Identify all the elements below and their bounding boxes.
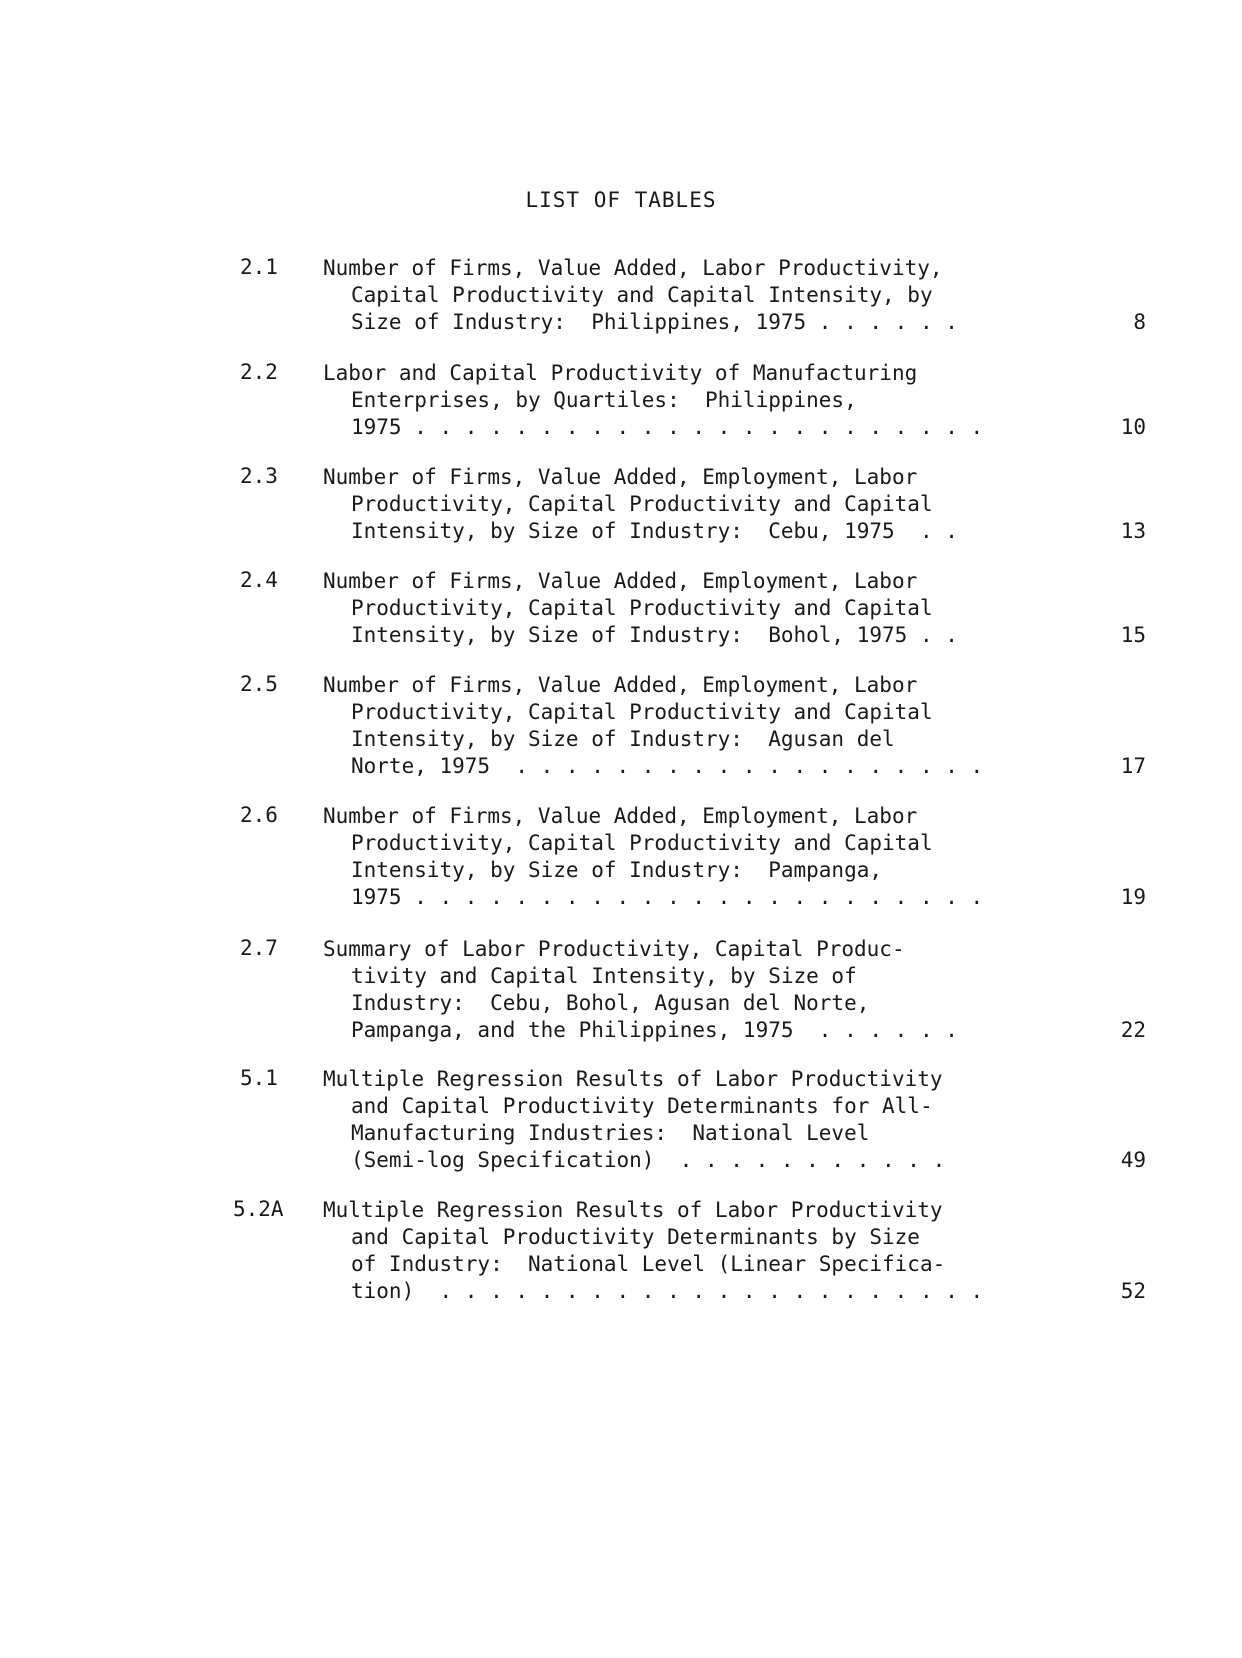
caption-line: Intensity, by Size of Industry: Agusan del	[351, 727, 895, 751]
caption-line: of Industry: National Level (Linear Specifica-	[351, 1252, 946, 1276]
caption-line: Pampanga, and the Philippines, 1975 . . . . . .	[351, 1018, 958, 1042]
caption-line: tion) . . . . . . . . . . . . . . . . . . . . . .	[351, 1279, 984, 1303]
caption-line: (Semi-log Specification) . . . . . . . . . . .	[351, 1148, 946, 1172]
caption-line: Multiple Regression Results of Labor Productivity	[323, 1198, 943, 1222]
caption-line: Number of Firms, Value Added, Employment, Labor	[323, 673, 918, 697]
table-number: 2.1	[240, 255, 278, 279]
table-caption	[323, 936, 1043, 1044]
table-caption	[323, 1197, 1043, 1305]
caption-line: Norte, 1975 . . . . . . . . . . . . . . . . . . .	[351, 754, 984, 778]
caption-line: Intensity, by Size of Industry: Pampanga,	[351, 858, 883, 882]
caption-line: and Capital Productivity Determinants for All-	[351, 1094, 933, 1118]
caption-line: and Capital Productivity Determinants by Size	[351, 1225, 920, 1249]
caption-line: Number of Firms, Value Added, Employment, Labor	[323, 569, 918, 593]
caption-line: Capital Productivity and Capital Intensity, by	[351, 283, 933, 307]
table-number: 2.6	[240, 803, 278, 827]
caption-line: Enterprises, by Quartiles: Philippines,	[351, 388, 857, 412]
caption-line: Number of Firms, Value Added, Employment, Labor	[323, 804, 918, 828]
table-caption	[323, 464, 1043, 545]
caption-line: Productivity, Capital Productivity and Capital	[351, 596, 933, 620]
page-number: 15	[1120, 623, 1146, 647]
page-number: 13	[1120, 519, 1146, 543]
caption-line: Manufacturing Industries: National Level	[351, 1121, 870, 1145]
page-number: 8	[1133, 310, 1146, 334]
page-number: 19	[1120, 885, 1146, 909]
page-number: 17	[1120, 754, 1146, 778]
table-caption	[323, 803, 1043, 911]
table-caption	[323, 360, 1043, 441]
page-number: 52	[1120, 1279, 1146, 1303]
table-caption	[323, 255, 1043, 336]
caption-line: Productivity, Capital Productivity and Capital	[351, 700, 933, 724]
table-number: 5.1	[240, 1066, 278, 1090]
table-caption	[323, 1066, 1043, 1174]
caption-line: 1975 . . . . . . . . . . . . . . . . . . . . . . .	[351, 885, 984, 909]
page-number: 49	[1120, 1148, 1146, 1172]
table-caption	[323, 672, 1043, 780]
caption-line: Summary of Labor Productivity, Capital Produc-	[323, 937, 905, 961]
table-number: 2.4	[240, 568, 278, 592]
caption-line: Labor and Capital Productivity of Manufacturing	[323, 361, 918, 385]
page-title: LIST OF TABLES	[525, 188, 717, 212]
table-number: 2.2	[240, 360, 278, 384]
table-number: 5.2A	[233, 1197, 284, 1221]
caption-line: tivity and Capital Intensity, by Size of	[351, 964, 857, 988]
caption-line: Industry: Cebu, Bohol, Agusan del Norte,	[351, 991, 870, 1015]
table-number: 2.3	[240, 464, 278, 488]
page-number: 10	[1120, 415, 1146, 439]
caption-line: Productivity, Capital Productivity and Capital	[351, 492, 933, 516]
caption-line: Multiple Regression Results of Labor Productivity	[323, 1067, 943, 1091]
caption-line: Number of Firms, Value Added, Employment, Labor	[323, 465, 918, 489]
caption-line: Intensity, by Size of Industry: Cebu, 1975 . .	[351, 519, 958, 543]
caption-line: Size of Industry: Philippines, 1975 . . . . . .	[351, 310, 958, 334]
table-number: 2.7	[240, 936, 278, 960]
caption-line: Productivity, Capital Productivity and Capital	[351, 831, 933, 855]
page-number: 22	[1120, 1018, 1146, 1042]
table-number: 2.5	[240, 672, 278, 696]
caption-line: Number of Firms, Value Added, Labor Productivity,	[323, 256, 943, 280]
caption-line: 1975 . . . . . . . . . . . . . . . . . . . . . . .	[351, 415, 984, 439]
caption-line: Intensity, by Size of Industry: Bohol, 1975 . .	[351, 623, 958, 647]
table-caption	[323, 568, 1043, 649]
